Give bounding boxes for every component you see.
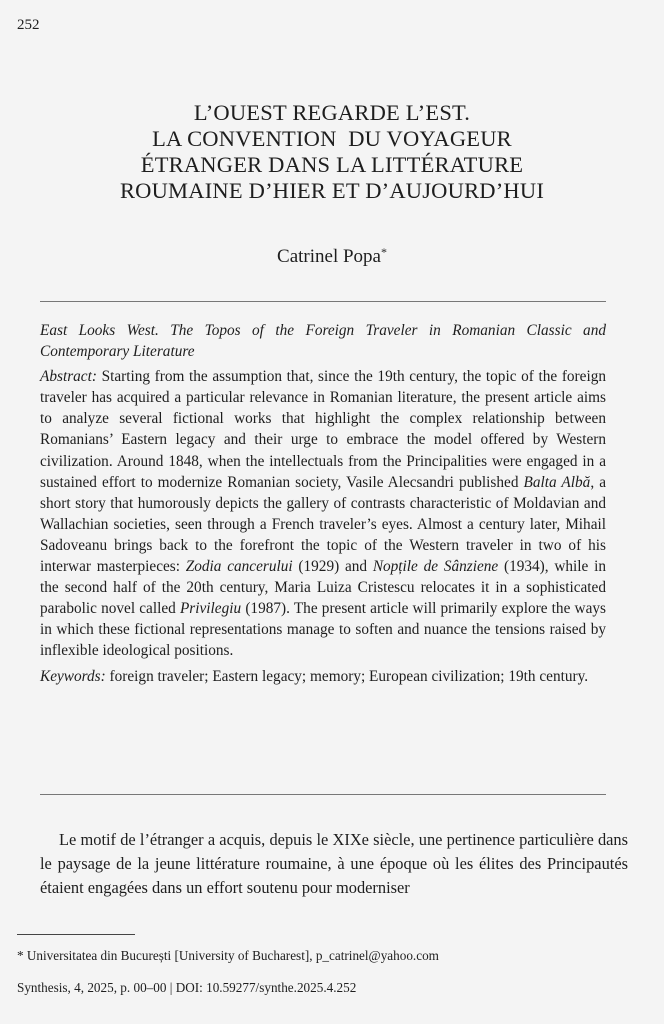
footnote-marker: * (380, 245, 387, 259)
work-title: Privilegiu (179, 600, 242, 618)
work-title: Zodia cancerului (185, 558, 293, 576)
abstract-text: (1929) and (292, 558, 373, 576)
title-line: L’OUEST REGARDE L’EST. (193, 100, 471, 125)
abstract (40, 366, 606, 661)
bottom-divider (40, 794, 606, 795)
title-line: ROUMAINE D’HIER ET D’AUJOURD’HUI (119, 178, 545, 203)
page-number: 252 (17, 17, 40, 33)
body-paragraph: Le motif de l’étranger a acquis, depuis le XIXe siècle, une pertinence particulière dans le paysage de la jeune littérature roumaine, à une époque où les élites des Principautés étaient engagées dans un effort soutenu pour moderniser (40, 830, 628, 897)
abstract-text: (1987). The present article will primarily explore the ways in which these fictional representations manage to soften and nuance the tensions raised by inflexible ideological positions. (40, 600, 606, 660)
abstract-text: (1934), while in the second half of the 20th century, Maria Luiza Cristescu relocates it in a sophisticated parabolic novel called (40, 558, 606, 618)
footnote-divider (17, 934, 135, 935)
abstract-text: Starting from the assumption that, since the 19th century, the topic of the foreign traveler has acquired a particular relevance in Romanian literature, the present article aims to analyze several fictional works that highlight the complex relationship between Romanians’ Eastern legacy and their urge to embrace the model offered by Western civilization. Around 1848, when the intellectuals from the Principalities were engaged in a sustained effort to modernize Romanian society, Vasile Alecsandri published (40, 368, 606, 491)
work-title: Nopțile de Sânziene (372, 558, 499, 576)
keywords-label: Keywords: (40, 667, 106, 685)
english-title: East Looks West. The Topos of the Foreign Traveler in Romanian Classic and Contemporary Literature (40, 322, 606, 361)
author-name: Catrinel Popa (277, 246, 381, 267)
keywords (40, 666, 606, 687)
footnote: * Universitatea din București [University of Bucharest], p_catrinel@yahoo.com (17, 948, 439, 963)
article-title (0, 100, 664, 204)
top-divider (40, 301, 606, 302)
title-line: LA CONVENTION DU VOYAGEUR (152, 126, 512, 151)
author (0, 245, 664, 268)
abstract-text: , a short story that humorously depicts the gallery of contrasts characteristic of Moldavian and Wallachian societies, seen through a French traveler’s eyes. Almost a century later, Mihail Sadoveanu brings back to the forefront the topic of the Western traveler in two of his interwar masterpieces: (40, 473, 606, 576)
body-text (40, 828, 628, 900)
citation: Synthesis, 4, 2025, p. 00–00 | DOI: 10.59277/synthe.2025.4.252 (17, 980, 357, 995)
abstract-block (40, 320, 606, 687)
abstract-label: Abstract: (40, 368, 97, 386)
work-title: Balta Albă (523, 473, 591, 491)
title-line: ÉTRANGER DANS LA LITTÉRATURE (140, 152, 524, 177)
keywords-text: foreign traveler; Eastern legacy; memory; European civilization; 19th century. (105, 667, 589, 685)
